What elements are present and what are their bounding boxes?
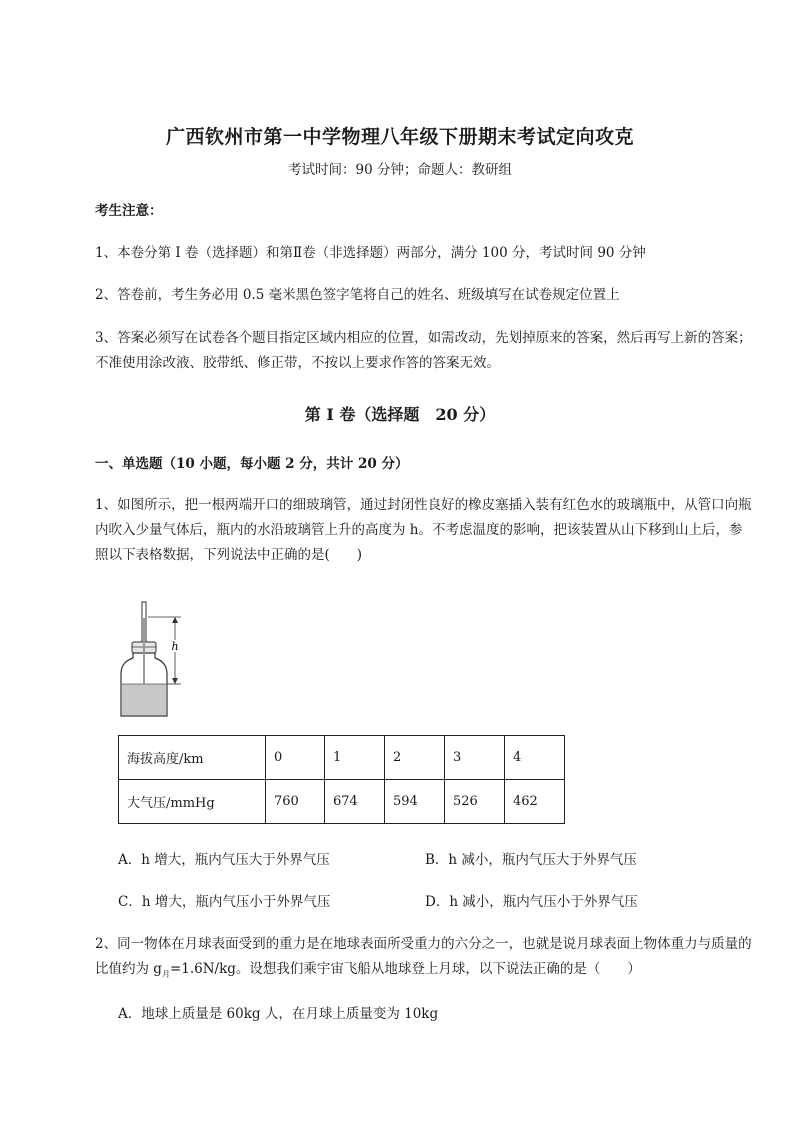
table-row <box>119 780 565 824</box>
q2-stem-subscript: 月 <box>161 969 170 979</box>
notes-heading: 考生注意： <box>95 203 163 219</box>
table-cell: 526 <box>445 780 505 824</box>
exam-subtitle: 考试时间：90 分钟；命题人：教研组 <box>288 162 512 178</box>
table-cell: 大气压/mmHg <box>119 780 266 824</box>
table-cell: 462 <box>505 780 565 824</box>
table-cell: 760 <box>266 780 325 824</box>
table-cell: 3 <box>445 736 505 780</box>
table-cell: 594 <box>385 780 445 824</box>
table-cell: 1 <box>325 736 385 780</box>
table-cell: 4 <box>505 736 565 780</box>
note-item-1: 1、本卷分第 I 卷（选择题）和第Ⅱ卷（非选择题）两部分，满分 100 分，考试时间 90 分钟 <box>95 245 646 261</box>
table-cell: 0 <box>266 736 325 780</box>
question-2-stem <box>95 932 755 987</box>
part-heading: 一、单选题（10 小题，每小题 2 分，共计 20 分） <box>95 456 409 472</box>
note-item-2: 2、答卷前，考生务必用 0.5 毫米黑色签字笔将自己的姓名、班级填写在试卷规定位置上 <box>95 287 620 303</box>
question-1-stem: 1、如图所示，把一根两端开口的细玻璃管，通过封闭性良好的橡皮塞插入装有红色水的玻璃瓶中，从管口向瓶内吹入少量气体后，瓶内的水沿玻璃管上升的高度为 h。不考虑温度的影响，把该装置从山下移到山上后，参照以下表格数据，下列说法中正确的是( ) <box>95 497 752 563</box>
table-row <box>119 736 565 780</box>
exam-title: 广西钦州市第一中学物理八年级下册期末考试定向攻克 <box>165 126 634 148</box>
section-title: 第 I 卷（选择题 20 分） <box>304 405 496 424</box>
q1-option-b[interactable]: B．h 减小，瓶内气压大于外界气压 <box>425 852 637 868</box>
height-label-h: h <box>171 640 179 653</box>
table-cell: 674 <box>325 780 385 824</box>
table-cell: 2 <box>385 736 445 780</box>
q1-option-a[interactable]: A．h 增大，瓶内气压大于外界气压 <box>118 852 330 868</box>
q1-option-c[interactable]: C．h 增大，瓶内气压小于外界气压 <box>118 894 331 910</box>
bottle-apparatus-figure <box>115 598 205 720</box>
table-cell: 海拔高度/km <box>119 736 266 780</box>
pressure-altitude-table <box>118 735 565 824</box>
q1-option-d[interactable]: D．h 减小，瓶内气压小于外界气压 <box>425 894 638 910</box>
q2-stem-part1: 2、同一物体在月球表面受到的重力是在地球表面所受重力的六分之一，也就是说月球表面上物体重力与质量的比值约为 g <box>95 936 752 977</box>
q2-option-a[interactable]: A．地球上质量是 60kg 人，在月球上质量变为 10kg <box>118 1006 439 1022</box>
note-item-3: 3、答案必须写在试卷各个题目指定区域内相应的位置，如需改动，先划掉原来的答案，然后再写上新的答案；不准使用涂改液、胶带纸、修正带，不按以上要求作答的答案无效。 <box>95 330 752 371</box>
q2-stem-part2: =1.6N/kg。设想我们乘宇宙飞船从地球登上月球，以下说法正确的是（ ） <box>169 961 641 977</box>
